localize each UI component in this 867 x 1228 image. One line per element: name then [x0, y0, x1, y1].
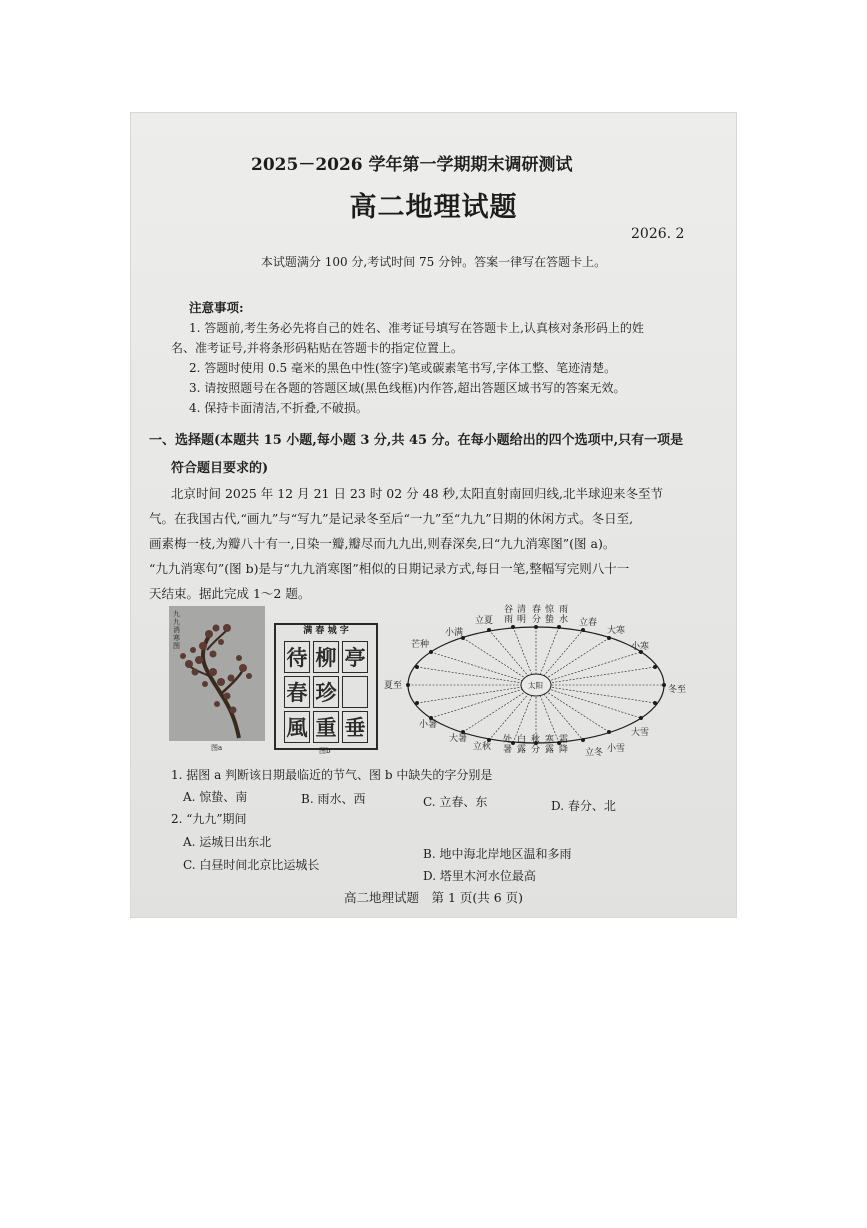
term-label-vertical: 寒露 — [545, 735, 555, 755]
grid-char: 春 — [284, 676, 310, 708]
solar-terms-orbit-diagram — [384, 601, 693, 758]
question-option: B. 雨水、西 — [301, 792, 366, 806]
term-label-vertical: 雨水 — [559, 605, 569, 625]
figure-a-caption: 图a — [211, 744, 223, 752]
term-label-vertical: 处暑 — [503, 735, 513, 755]
figure-b-caption: 图b — [319, 747, 331, 755]
note-line: 4. 保持卡面清洁,不折叠,不破损。 — [189, 401, 368, 415]
note-line: 2. 答题时使用 0.5 毫米的黑色中性(签字)笔或碳素笔书写,字体工整、笔迹清楚。 — [189, 361, 617, 375]
term-label: 小暑 — [419, 720, 438, 730]
exam-paper — [131, 113, 736, 917]
question-option: C. 立春、东 — [423, 795, 488, 809]
note-line: 名、准考证号,并将条形码粘贴在答题卡的指定位置上。 — [171, 341, 463, 355]
grid-char: 重 — [313, 711, 339, 743]
grid-char-missing — [342, 676, 368, 708]
term-label: 大暑 — [449, 734, 468, 744]
term-label-vertical: 春分 — [532, 605, 542, 625]
term-label: 夏至 — [384, 681, 403, 691]
term-label: 立秋 — [473, 742, 492, 752]
question-option: D. 春分、北 — [551, 799, 616, 813]
question-stem: 1. 据图 a 判断该日期最临近的节气、图 b 中缺失的字分别是 — [171, 768, 493, 782]
term-label: 立冬 — [585, 748, 604, 758]
grid-char: 待 — [284, 641, 310, 673]
grid-char: 珍 — [313, 676, 339, 708]
passage-line: 天结束。据此完成 1～2 题。 — [149, 586, 311, 601]
question-option: A. 运城日出东北 — [183, 835, 272, 849]
term-label-vertical: 霜降 — [559, 735, 569, 755]
question-option: B. 地中海北岸地区温和多雨 — [423, 847, 572, 861]
notes-heading: 注意事项: — [189, 300, 244, 315]
grid-char: 亭 — [342, 641, 368, 673]
question-option: C. 白昼时间北京比运城长 — [183, 858, 320, 872]
term-label-vertical: 秋分 — [531, 735, 541, 755]
term-label-vertical: 白露 — [517, 735, 527, 755]
term-label: 大寒 — [607, 626, 626, 636]
figure-b-calligraphy-grid — [274, 623, 378, 750]
term-label: 立春 — [579, 618, 598, 628]
question-stem: 2. “九九”期间 — [171, 812, 247, 826]
passage-line: 气。在我国古代,“画九”与“写九”是记录冬至后“一九”至“九九”日期的休闲方式。冬日至, — [149, 511, 634, 526]
figure-a-title: 九九消寒图 — [173, 610, 180, 650]
question-option: A. 惊蛰、南 — [183, 790, 248, 804]
plum-branch-icon — [169, 606, 265, 741]
passage-line: “九九消寒句”(图 b)是与“九九消寒图”相似的日期记录方式,每日一笔,整幅写完则八十一 — [149, 561, 630, 576]
note-line: 3. 请按照题号在各题的答题区域(黑色线框)内作答,超出答题区域书写的答案无效。 — [189, 381, 626, 395]
passage-line: 北京时间 2025 年 12 月 21 日 23 时 02 分 48 秒,太阳直射南回归线,北半球迎来冬至节 — [171, 486, 663, 501]
term-label: 芒种 — [411, 640, 430, 650]
grid-char: 風 — [284, 711, 310, 743]
section-heading: 一、选择题(本题共 15 小题,每小题 3 分,共 45 分。在每小题给出的四个选项中,只有一项是 — [149, 433, 684, 448]
grid-char: 垂 — [342, 711, 368, 743]
term-label: 小寒 — [631, 642, 650, 652]
question-option: D. 塔里木河水位最高 — [423, 869, 536, 883]
section-heading-cont: 符合题目要求的) — [171, 461, 269, 476]
exam-title: 2025－2026 学年第一学期期末调研测试 — [251, 155, 573, 175]
term-label-vertical: 谷雨 — [504, 605, 514, 625]
figure-b-header: 满 春 城 字 — [303, 626, 349, 636]
term-label: 大雪 — [631, 728, 650, 738]
grid-char: 柳 — [313, 641, 339, 673]
term-label: 立夏 — [475, 616, 494, 626]
term-label-vertical: 惊蛰 — [545, 605, 555, 625]
term-label: 冬至 — [668, 685, 687, 695]
figure-a-plum-painting — [169, 606, 265, 741]
term-label: 小满 — [445, 628, 464, 638]
page-footer: 高二地理试题 第 1 页(共 6 页) — [343, 890, 524, 905]
note-line: 1. 答题前,考生务必先将自己的姓名、准考证号填写在答题卡上,认真核对条形码上的姓 — [189, 321, 644, 335]
passage-line: 画素梅一枝,为瓣八十有一,日染一瓣,瓣尽而九九出,则春深矣,曰“九九消寒图”(图 a)。 — [149, 536, 616, 551]
term-label-vertical: 清明 — [517, 605, 527, 625]
exam-date: 2026. 2 — [631, 226, 685, 242]
sun-label: 太阳 — [528, 681, 543, 690]
character-grid — [284, 641, 368, 743]
term-label: 小雪 — [607, 744, 626, 754]
exam-intro: 本试题满分 100 分,考试时间 75 分钟。答案一律写在答题卡上。 — [260, 255, 607, 269]
subject-title: 高二地理试题 — [349, 192, 518, 223]
